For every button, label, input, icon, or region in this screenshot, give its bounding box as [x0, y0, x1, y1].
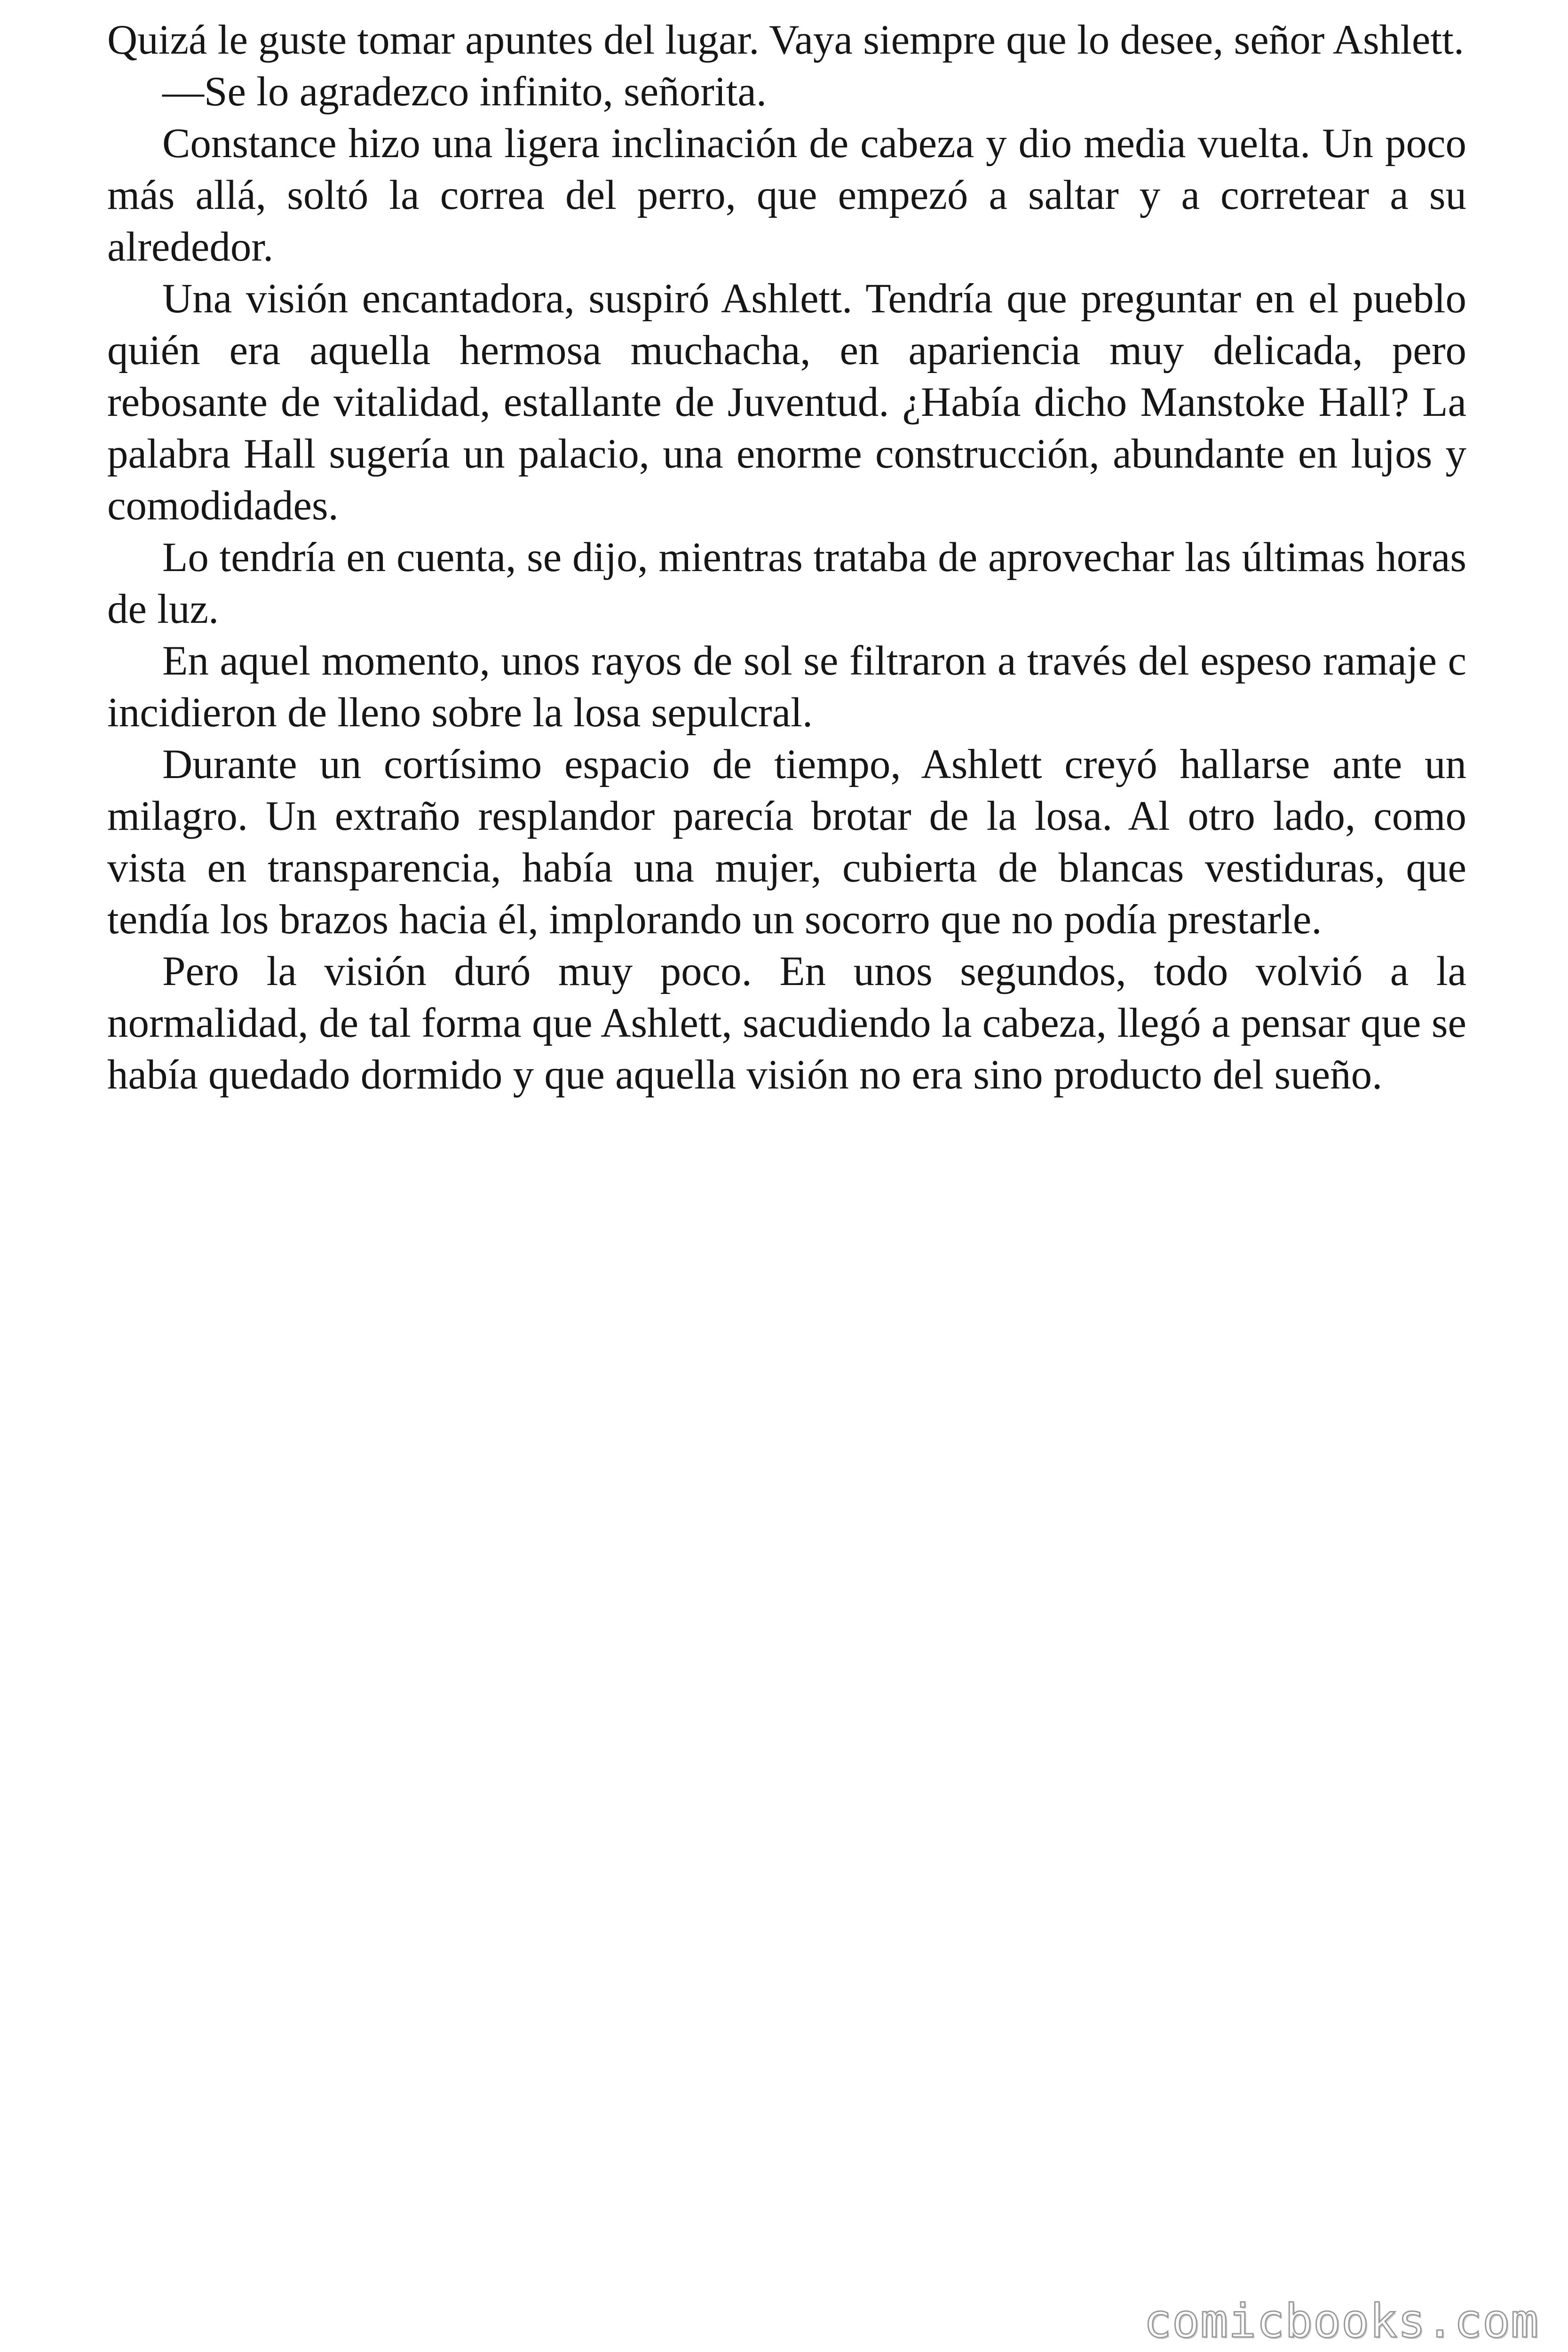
paragraph-7: Durante un cortísimo espacio de tiempo, Ashlett creyó hallarse ante un milagro. Un extraño resplandor parecía brotar de la losa. Al otro lado, como vista en transparencia, había una mujer, cubierta de blancas vestiduras, que tendía los brazos hacia él, implorando un socorro que no podía prestarle. — [107, 741, 1466, 943]
paragraph-2: —Se lo agradezco infinito, señorita. — [162, 69, 767, 115]
paragraph-1: Quizá le guste tomar apuntes del lugar. Vaya siempre que lo desee, señor Ashlett. — [107, 17, 1465, 63]
paragraph-6: En aquel momento, unos rayos de sol se filtraron a través del espeso ramaje c incidieron de lleno sobre la losa sepulcral. — [107, 638, 1466, 736]
paragraph-8: Pero la visión duró muy poco. En unos segundos, todo volvió a la normalidad, de tal forma que Ashlett, sacudiendo la cabeza, llegó a pensar que se había quedado dormido y que aquella visión no era sino producto del sueño. — [107, 948, 1466, 1098]
paragraph-3: Constance hizo una ligera inclinación de cabeza y dio media vuelta. Un poco más allá, soltó la correa del perro, que empezó a saltar y a corretear a su alrededor. — [107, 120, 1466, 270]
page-body-text — [107, 14, 1466, 1101]
paragraph-5: Lo tendría en cuenta, se dijo, mientras trataba de aprovechar las últimas horas de luz. — [107, 534, 1466, 632]
paragraph-4: Una visión encantadora, suspiró Ashlett. Tendría que preguntar en el pueblo quién era aquella hermosa muchacha, en apariencia muy delicada, pero rebosante de vitalidad, estallante de Juventud. ¿Había dicho Manstoke Hall? La palabra Hall sugería un palacio, una enorme construcción, abundante en lujos y comodidades. — [107, 276, 1466, 529]
watermark: comicbooks.com — [1143, 2295, 1539, 2348]
